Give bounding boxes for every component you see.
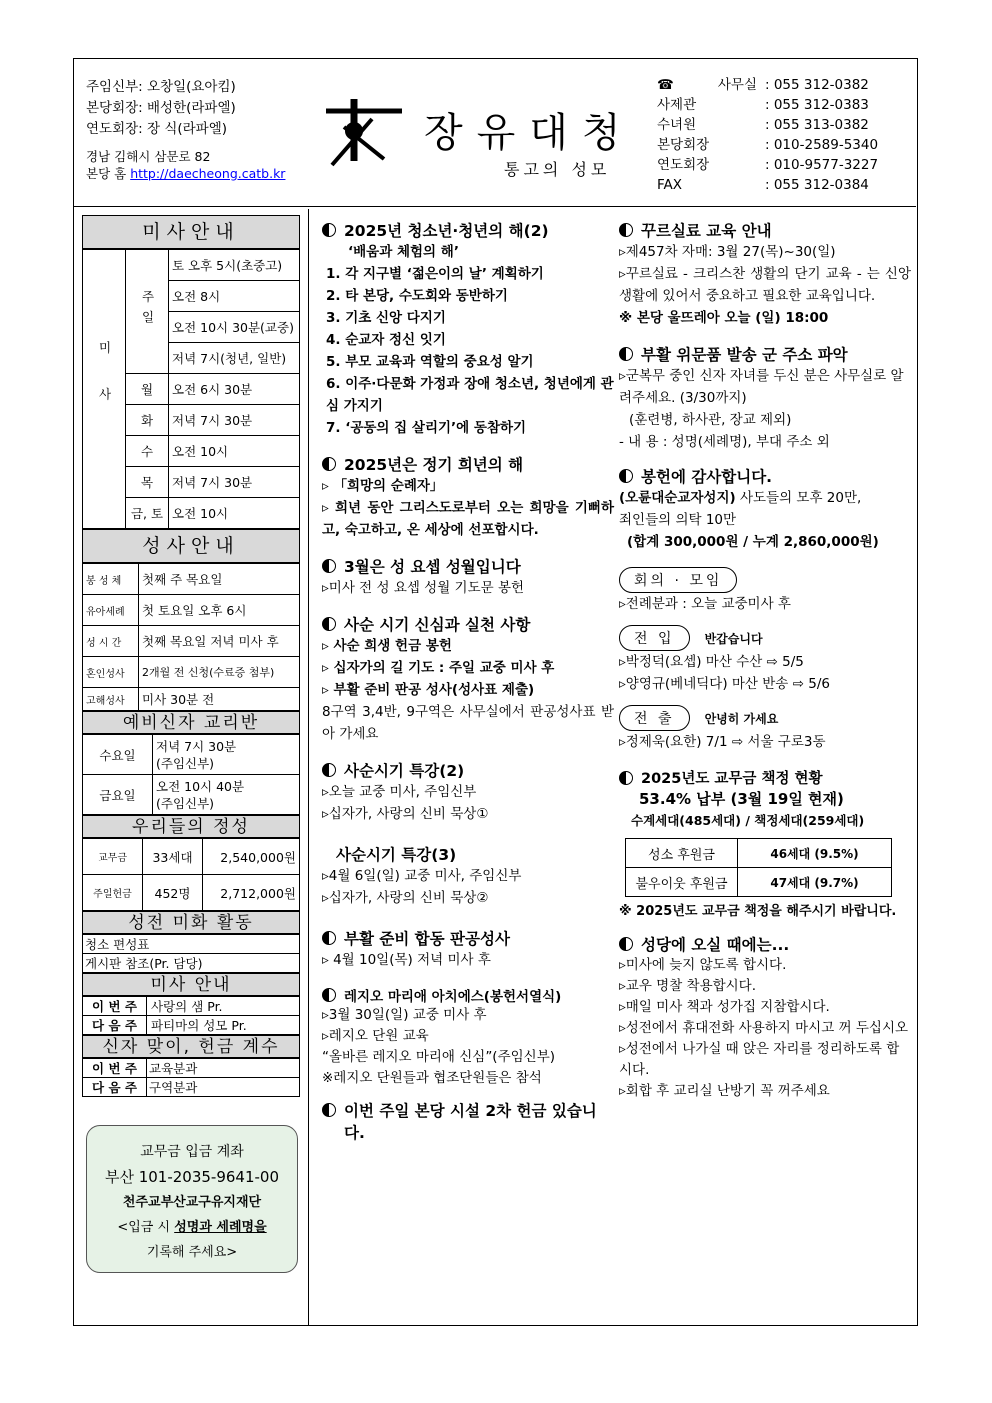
catechumen-who: (주임신부) — [156, 755, 215, 771]
sacrament-name: 혼인성사 — [83, 657, 139, 688]
contact-row — [657, 95, 878, 115]
move-out-pill: 전 출 — [619, 705, 690, 731]
church-item: ▹매일 미사 책과 성가집 지참합시다. — [619, 999, 830, 1015]
contact-key: 사제관 — [657, 97, 697, 113]
account-note-2: 기록해 주세요> — [146, 1245, 238, 1260]
tithe-note: ※ 2025년도 교무금 책정을 해주시기 바랍니다. — [619, 904, 897, 919]
tithe-table — [625, 838, 892, 897]
confession-line-1: ▹ 4월 10일(목) 저녁 미사 후 — [322, 952, 491, 968]
bulletin-frame — [73, 58, 918, 1326]
move-in-section — [619, 625, 911, 695]
lecture2-item: ▹오늘 교중 미사, 주임신부 — [322, 784, 477, 800]
donation-place: (오륜대순교자성지) — [619, 490, 736, 506]
contact-row — [657, 135, 878, 155]
offering-amount: 2,712,000원 — [203, 875, 300, 911]
lecture3-item: ▹십자가, 사랑의 신비 묵상② — [322, 890, 489, 906]
offering-table — [82, 838, 300, 911]
sacrament-name: 유아세례 — [83, 595, 139, 626]
donation-total: (합계 300,000원 / 누계 2,860,000원) — [627, 534, 879, 550]
contact-key: FAX — [657, 177, 683, 193]
lecture3-item: ▹4월 6일(일) 교중 미사, 주임신부 — [322, 868, 522, 884]
offering-count: 33세대 — [143, 839, 203, 875]
offering-amount: 2,540,000원 — [203, 839, 300, 875]
welcome-heading: 신자 맞이, 헌금 계수 — [82, 1035, 300, 1058]
sacrament-name: 봉 성 체 — [83, 564, 139, 595]
lecture2-title: 사순시기 특강(2) — [344, 762, 465, 780]
move-in-item: ▹박정덕(요셉) 마산 수산 ⇨ 5/5 — [619, 654, 804, 670]
contact-value: : 010-2589-5340 — [765, 137, 879, 153]
mass-guide-heading: 미사 안내 — [82, 973, 300, 996]
half-circle-bullet-icon — [322, 559, 336, 573]
youth-item: 7. ‘공동의 집 살리기’에 동참하기 — [326, 420, 527, 436]
assembly-line: 연도회장: 장 식(라파엘) — [86, 121, 228, 137]
mass-guide-when: 다 음 주 — [83, 1016, 147, 1035]
weekday-day: 목 — [126, 467, 169, 498]
soldier-section — [619, 343, 911, 453]
contact-list — [657, 75, 878, 195]
sunday-mass-2: 오전 8시 — [169, 281, 300, 312]
sacrament-name: 성 시 간 — [83, 626, 139, 657]
contact-key: ☎ 사무실 — [657, 77, 757, 93]
soldier-title: 부활 위문품 발송 군 주소 파악 — [641, 346, 848, 364]
tithe-subtitle: 53.4% 납부 (3월 19일 현재) — [639, 790, 844, 808]
tithe-title: 2025년도 교무금 책정 현황 — [641, 771, 823, 787]
weekday-time: 저녁 7시 30분 — [169, 467, 300, 498]
president-line: 본당회장: 배성한(라파엘) — [86, 100, 236, 116]
catechumen-day: 수요일 — [83, 735, 153, 775]
half-circle-bullet-icon — [322, 223, 336, 237]
youth-title: 2025년 청소년·청년의 해(2) — [344, 222, 549, 240]
soldier-line-1: ▹군복무 중인 신자 자녀를 두신 분은 사무실로 알려주세요. (3/30까지) — [619, 368, 904, 406]
move-out-caption: 안녕히 가세요 — [704, 712, 779, 726]
contact-row — [657, 175, 878, 195]
contact-row — [657, 155, 878, 175]
confession-title: 부활 준비 합동 판공성사 — [344, 930, 510, 948]
facility-section — [322, 1099, 614, 1143]
joseph-title: 3월은 성 요셉 성월입니다 — [344, 558, 521, 576]
tithe-row-name: 불우이웃 후원금 — [626, 868, 738, 897]
sacrament-value: 2개월 전 신청(수료증 첨부) — [139, 657, 300, 688]
account-title: 교무금 입금 계좌 — [140, 1144, 244, 1160]
contact-key: 본당회장 — [657, 137, 710, 153]
offering-name: 교무금 — [83, 839, 143, 875]
half-circle-bullet-icon — [322, 763, 336, 777]
mass-schedule-table — [82, 249, 300, 529]
joseph-line-1: ▹미사 전 성 요셉 성월 기도문 봉헌 — [322, 580, 525, 596]
catechumen-heading: 예비신자 교리반 — [82, 711, 300, 734]
header-left-info — [86, 77, 285, 182]
cursillo-line-1: ▹제457차 자매: 3월 27(목)~30(일) — [619, 244, 836, 260]
youth-section — [322, 219, 614, 439]
half-circle-bullet-icon — [322, 457, 336, 471]
weekday-time: 오전 10시 — [169, 498, 300, 529]
account-box — [86, 1125, 298, 1273]
legio-item: ▹3월 30일(일) 교중 미사 후 — [322, 1007, 487, 1023]
weekday-time: 저녁 7시 30분 — [169, 405, 300, 436]
legio-item: ※레지오 단원들과 협조단원들은 참석 — [322, 1070, 542, 1086]
cross-logo-icon — [324, 99, 404, 169]
lent-item: ▹ 사순 희생 헌금 봉헌 — [322, 638, 452, 654]
joseph-section — [322, 555, 614, 599]
weekday-day: 월 — [126, 374, 169, 405]
tithe-section — [619, 767, 911, 923]
lent-item: ▹ 부활 준비 판공 성사(성사표 제출) — [322, 682, 535, 698]
move-in-pill: 전 입 — [619, 625, 690, 651]
half-circle-bullet-icon — [619, 347, 633, 361]
youth-item: 4. 순교자 정신 잇기 — [326, 332, 446, 348]
homepage-label: 본당 홈 — [86, 166, 127, 181]
mass-guide-what: 사랑의 샘 Pr. — [147, 997, 300, 1016]
tithe-row-value: 46세대 (9.5%) — [738, 839, 892, 868]
tithe-row-name: 성소 후원금 — [626, 839, 738, 868]
lent-item: ▹ 십자가의 길 기도 : 주일 교중 미사 후 — [322, 660, 555, 676]
middle-column — [322, 215, 614, 1151]
sacrament-value: 첫째 주 목요일 — [139, 564, 300, 595]
church-item: ▹교우 명찰 착용합시다. — [619, 978, 757, 994]
move-in-item: ▹양영규(베네딕다) 마산 반송 ⇨ 5/6 — [619, 676, 830, 692]
church-title: 성당에 오실 때에는... — [641, 936, 790, 954]
sunday-mass-1: 토 오후 5시(초중고) — [169, 250, 300, 281]
contact-key: 연도회장 — [657, 157, 710, 173]
move-in-caption: 반갑습니다 — [704, 632, 763, 646]
sacrament-heading: 성사안내 — [82, 529, 300, 563]
welcome-when: 다 음 주 — [83, 1078, 147, 1097]
mass-label: 미사 — [83, 250, 126, 529]
offering-heading: 우리들의 정성 — [82, 815, 300, 838]
donation-title: 봉헌에 감사합니다. — [641, 468, 773, 486]
youth-item: 2. 타 본당, 수도회와 동반하기 — [326, 288, 508, 304]
move-out-item: ▹정제욱(요한) 7/1 ⇨ 서울 구로3동 — [619, 734, 826, 750]
half-circle-bullet-icon — [619, 469, 633, 483]
half-circle-bullet-icon — [619, 937, 633, 951]
tithe-row-value: 47세대 (9.7%) — [738, 868, 892, 897]
welcome-table — [82, 1058, 300, 1097]
weekday-day: 수 — [126, 436, 169, 467]
catechumen-time: 저녁 7시 30분 — [156, 738, 237, 754]
bulletin-header — [74, 59, 916, 207]
youth-item: 1. 각 지구별 ‘젊은이의 날’ 계획하기 — [326, 266, 544, 282]
lecture2-item: ▹십자가, 사랑의 신비 묵상① — [322, 806, 489, 822]
welcome-when: 이 번 주 — [83, 1059, 147, 1078]
sacrament-value: 미사 30분 전 — [139, 688, 300, 711]
youth-list — [322, 263, 614, 439]
mass-guide-what: 파티마의 성모 Pr. — [147, 1016, 300, 1035]
contact-row — [657, 75, 878, 95]
jubilee-section — [322, 453, 614, 541]
donation-line-1: 사도들의 모후 20만, — [735, 490, 862, 506]
church-item: ▹성전에서 휴대전화 사용하지 마시고 꺼 두십시오 — [619, 1020, 909, 1036]
half-circle-bullet-icon — [322, 617, 336, 631]
right-column — [619, 215, 911, 1110]
beautify-line: 게시판 참조(Pr. 담당) — [83, 954, 300, 973]
catechumen-table — [82, 734, 300, 815]
meeting-section — [619, 567, 911, 615]
welcome-what: 구역분과 — [147, 1078, 300, 1097]
bulletin-title: 장유대청 — [424, 110, 635, 156]
legio-item: “올바른 레지오 마리애 신심”(주임신부) — [322, 1049, 556, 1065]
legio-title: 레지오 마리애 아치에스(봉헌서열식) — [344, 989, 562, 1005]
mass-guide-table — [82, 996, 300, 1035]
cursillo-line-2: ▹꾸르실료 - 크리스찬 생활의 단기 교육 - 는 신앙생활에 있어서 중요하고 필요한 교육입니다. — [619, 266, 911, 304]
cursillo-title: 꾸르실료 교육 안내 — [641, 222, 772, 240]
lent-section — [322, 613, 614, 745]
beautify-line: 청소 편성표 — [83, 935, 300, 954]
meeting-pill: 회의 · 모임 — [619, 567, 737, 593]
mass-guide-when: 이 번 주 — [83, 997, 147, 1016]
jubilee-title: 2025년은 정기 희년의 해 — [344, 456, 524, 474]
half-circle-bullet-icon — [619, 771, 633, 785]
contact-value: : 055 312-0383 — [765, 97, 869, 113]
soldier-line-2: (훈련병, 하사관, 장교 제외) — [629, 412, 792, 428]
weekday-time: 오전 6시 30분 — [169, 374, 300, 405]
youth-item: 3. 기초 신앙 다지기 — [326, 310, 446, 326]
left-column — [82, 215, 300, 1097]
sunday-mass-4: 저녁 7시(청년, 일반) — [169, 343, 300, 374]
catechumen-time: 오전 10시 40분 — [156, 778, 245, 794]
contact-value: : 010-9577-3227 — [765, 157, 879, 173]
legio-item: ▹레지오 단원 교육 — [322, 1028, 429, 1044]
account-holder: 천주교부산교구유지재단 — [122, 1195, 262, 1210]
donation-line-2: 죄인들의 의탁 10만 — [619, 512, 737, 528]
homepage-link[interactable]: http://daecheong.catb.kr — [130, 166, 286, 181]
catechumen-who: (주임신부) — [156, 795, 215, 811]
weekday-day: 화 — [126, 405, 169, 436]
contact-key: 수녀원 — [657, 117, 697, 133]
church-item: ▹회합 후 교리실 난방기 꼭 꺼주세요 — [619, 1083, 830, 1099]
cursillo-line-3: ※ 본당 울뜨레아 오늘 (일) 18:00 — [619, 310, 829, 326]
half-circle-bullet-icon — [322, 931, 336, 945]
facility-title: 이번 주일 본당 시설 2차 헌금 있습니다. — [344, 1102, 597, 1142]
lecture2-section — [322, 759, 614, 825]
lecture3-section — [322, 843, 614, 909]
address: 경남 김해시 삼문로 82 — [86, 149, 211, 164]
account-note-bold: 성명과 세례명을 — [174, 1220, 267, 1235]
weekday-day: 금, 토 — [126, 498, 169, 529]
youth-subtitle: ‘배움과 체험의 해’ — [348, 244, 459, 260]
half-circle-bullet-icon — [322, 988, 336, 1002]
bulletin-body — [74, 209, 916, 1325]
pastor-line: 주임신부: 오창일(요아킴) — [86, 79, 236, 95]
sunday-label: 주일 — [126, 250, 169, 374]
half-circle-bullet-icon — [619, 223, 633, 237]
contact-value: : 055 313-0382 — [765, 117, 869, 133]
meeting-line-1: ▹전례분과 : 오늘 교중미사 후 — [619, 596, 791, 612]
account-number: 부산 101-2035-9641-00 — [104, 1168, 280, 1186]
offering-count: 452명 — [143, 875, 203, 911]
sacrament-name: 고해성사 — [83, 688, 139, 711]
youth-item: 5. 부모 교육과 역할의 중요성 알기 — [326, 354, 534, 370]
sacrament-table — [82, 563, 300, 711]
offering-name: 주일헌금 — [83, 875, 143, 911]
contact-value: : 055 312-0384 — [765, 177, 869, 193]
contact-value: : 055 312-0382 — [765, 77, 869, 93]
weekday-time: 오전 10시 — [169, 436, 300, 467]
soldier-line-3: - 내 용 : 성명(세례명), 부대 주소 외 — [619, 434, 830, 450]
lent-note: 8구역 3,4반, 9구역은 사무실에서 판공성사표 받아 가세요 — [322, 704, 614, 742]
sunday-mass-3: 오전 10시 30분(교중) — [169, 312, 300, 343]
church-item: ▹성전에서 나가실 때 앉은 자리를 정리하도록 합시다. — [619, 1041, 900, 1078]
jubilee-line-2: ▹ 희년 동안 그리스도로부터 오는 희망을 기뻐하고, 숙고하고, 온 세상에 선포합시다. — [322, 500, 614, 538]
legio-section — [322, 985, 614, 1089]
welcome-what: 교육분과 — [147, 1059, 300, 1078]
jubilee-line-1: ▹ 「희망의 순례자」 — [322, 478, 444, 494]
lent-title: 사순 시기 신심과 실천 사항 — [344, 616, 531, 634]
donation-section — [619, 465, 911, 553]
account-note-1: <입금 시 — [117, 1220, 171, 1235]
cursillo-section — [619, 219, 911, 329]
sacrament-value: 첫째 목요일 저녁 미사 후 — [139, 626, 300, 657]
beautify-heading: 성전 미화 활동 — [82, 911, 300, 934]
youth-item: 6. 이주·다문화 가정과 장애 청소년, 청년에게 관심 가지기 — [326, 376, 614, 414]
church-etiquette-section — [619, 933, 911, 1102]
lecture3-title: 사순시기 특강(3) — [336, 846, 457, 864]
half-circle-bullet-icon — [322, 1103, 336, 1117]
catechumen-day: 금요일 — [83, 775, 153, 815]
sacrament-value: 첫 토요일 오후 6시 — [139, 595, 300, 626]
church-item: ▹미사에 늦지 않도록 합시다. — [619, 957, 787, 973]
mass-schedule-heading: 미사안내 — [82, 215, 300, 249]
move-out-section — [619, 705, 911, 753]
column-divider — [308, 209, 309, 1325]
beautify-table — [82, 934, 300, 973]
tithe-subtitle-2: 수계세대(485세대) / 책정세대(259세대) — [631, 813, 865, 828]
bulletin-subtitle: 통고의 성모 — [504, 160, 611, 179]
contact-row — [657, 115, 878, 135]
confession-section — [322, 927, 614, 971]
